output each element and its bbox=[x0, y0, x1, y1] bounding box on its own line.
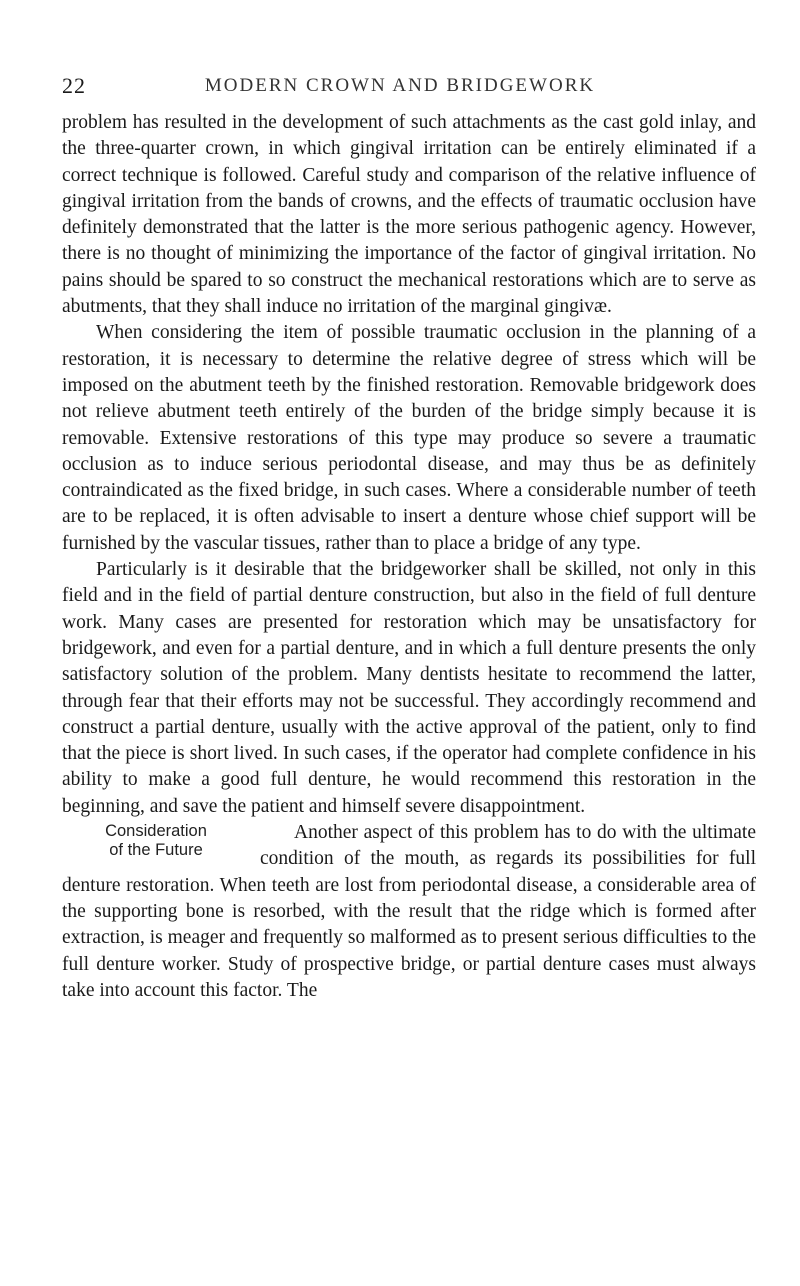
margin-note-line-1: Consideration bbox=[105, 822, 207, 841]
paragraph-4: Another aspect of this problem has to do with the ultimate condition of the mouth, as regards its possibilities for full denture restoration. When teeth are lost from periodontal disease, a considerable area of the supporting bone is resorbed, with the result that the ridge which is formed after extraction, is meager and frequently so malformed as to present serious difficulties to the full denture worker. Study of prospective bridge, or partial denture cases must always take into account this factor. The bbox=[62, 822, 756, 1001]
paragraph-2: When considering the item of possible traumatic occlusion in the planning of a restoration, it is necessary to determine the relative degree of stress which will be imposed on the abutment teeth by the finished restoration. Removable bridgework does not relieve abutment teeth entirely of the burden of the bridge simply because it is removable. Extensive restorations of this type may produce so severe a traumatic occlusion as to induce serious periodontal disease, and may thus be as definitely contraindicated as the fixed bridge, in such cases. Where a considerable number of teeth are to be replaced, it is often advisable to insert a denture whose chief support will be furnished by the vascular tissues, rather than to place a bridge of any type. bbox=[62, 322, 756, 554]
margin-note-line-2: of the Future bbox=[109, 841, 203, 860]
running-head: MODERN CROWN AND BRIDGEWORK bbox=[204, 75, 596, 96]
body-text bbox=[62, 110, 756, 1004]
margin-note bbox=[62, 820, 250, 860]
paragraph-3: Particularly is it desirable that the bridgeworker shall be skilled, not only in this field and in the field of partial denture construction, but also in the field of full denture work. Many cases are presented for restoration which may be unsatisfactory for bridgework, and even for a partial denture, and in which a full denture presents the only satisfactory solution of the problem. Many dentists hesitate to recommend the latter, through fear that their efforts may not be successful. They accordingly recommend and construct a partial denture, usually with the active approval of the patient, only to find that the piece is short lived. In such cases, if the operator had complete confidence in his ability to make a good full denture, he would recommend this restoration in the beginning, and save the patient and himself severe disappointment. bbox=[62, 559, 756, 817]
paragraph-1: problem has resulted in the development of such attachments as the cast gold inlay, and the three-quarter crown, in which gingival irritation can be entirely eliminated if a correct technique is followed. Careful study and comparison of the relative influence of gingival irritation from the bands of crowns, and the effects of traumatic occlusion have definitely demonstrated that the latter is the more serious pathogenic agency. However, there is no thought of minimizing the importance of the factor of gingival irritation. No pains should be spared to so construct the mechanical restorations which are to serve as abutments, that they shall induce no irritation of the marginal gingivæ. bbox=[62, 112, 756, 318]
page-number: 22 bbox=[62, 73, 86, 98]
